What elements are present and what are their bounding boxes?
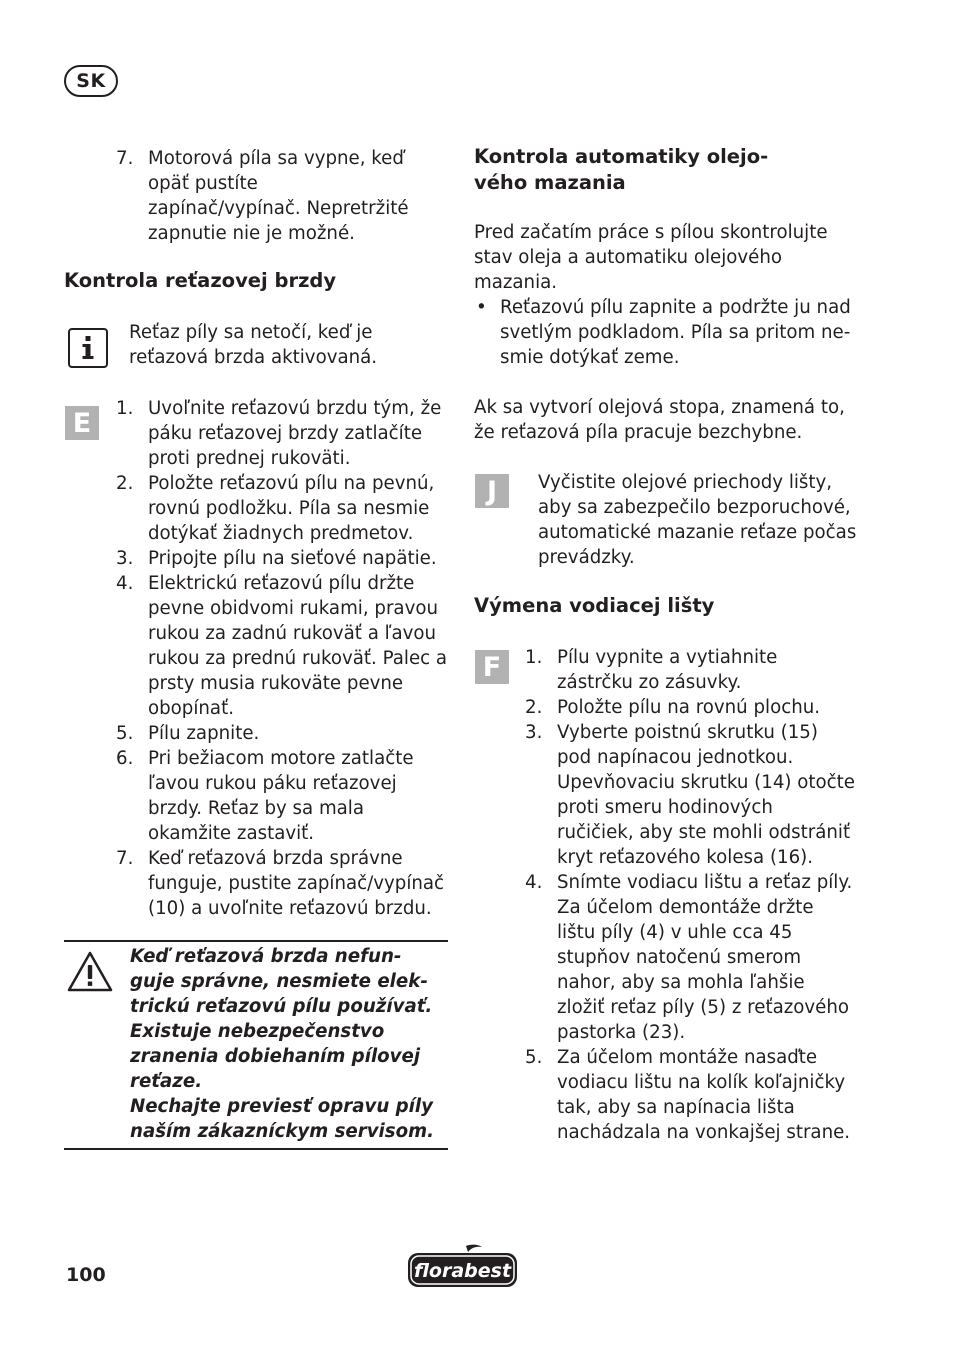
item-number: 5. [525,1047,543,1068]
title-line: vého mazania [474,171,626,194]
bullet-icon: • [476,297,487,318]
list-item [116,146,416,246]
list-item [116,746,452,846]
item-number: 4. [116,573,134,594]
item-text: Za účelom montáže nasaďte vodiacu lištu na kolík koľajničky tak, aby sa napínacia lišta nachádzala na vonkajšej strane. [557,1047,851,1143]
guide-bar-steps [525,645,855,1145]
info-note: Reťaz píly sa netočí, keď je reťazová brzda aktivovaná. [129,322,378,368]
warning-line: zranenia dobiehaním pílovej [130,1046,421,1067]
item-text: Pripojte pílu na sieťové napätie. [148,548,437,569]
warning-line: reťaze. [130,1071,203,1092]
item-number: 5. [116,723,134,744]
warning-icon [66,950,114,994]
item-text: Motorová píla sa vypne, keď opäť pustíte zapínač/vypínač. Nepretržité zapnutie nie je možné. [148,148,409,244]
figure-label-f: F [475,650,509,684]
item-text: Položte reťazovú pílu na pevnú, rovnú podložku. Píla sa nesmie dotýkať žiadnych predmetov. [148,473,435,544]
item-text: Pílu vypnite a vytiahnite zástrčku zo zásuvky. [557,647,778,693]
figure-label-j: J [475,474,509,508]
item-text: Snímte vodiacu lištu a reťaz píly. Za účelom demontáže držte lištu píly (4) v uhle cca 45 stupňov natočenú smerom nahor, aby sa mohla ľahšie zložiť reťaz píly (5) z reťazového pastorka (23). [557,872,853,1043]
list-item [525,720,855,870]
item-text: Položte pílu na rovnú plochu. [557,697,821,718]
bullet-item [474,295,854,370]
brand-name: florabest [413,1260,512,1282]
page-number: 100 [66,1264,106,1286]
list-item [525,695,855,720]
bullet-text: Reťazovú pílu zapnite a podržte ju nad svetlým podkladom. Píla sa pritom ne-smie dotýkať zeme. [500,297,851,368]
warning-line: Keď reťazová brzda nefun- [130,946,402,967]
item-number: 3. [525,722,543,743]
warning-line: Existuje nebezpečenstvo [130,1021,385,1042]
list-item [525,870,855,1045]
item-number: 7. [116,848,134,869]
warning-line: naším zákazníckym servisom. [130,1121,434,1142]
item-number: 3. [116,548,134,569]
list-item [116,846,452,921]
list-item [116,471,452,546]
item-text: Vyberte poistnú skrutku (15) pod napínacou jednotkou. Upevňovaciu skrutku (14) otočte proti smeru hodinových ručičiek, aby ste mohli odstrániť kryt reťazového kolesa (16). [557,722,855,868]
figure-label-e: E [65,406,99,440]
item-text: Keď reťazová brzda správne funguje, pustite zapínač/vypínač (10) a uvoľnite reťazovú brzdu. [148,848,445,919]
florabest-logo [406,1244,519,1290]
section-title-chain-brake: Kontrola reťazovej brzdy [64,269,337,292]
intro-list [116,146,416,246]
item-number: 6. [116,748,134,769]
note-j: Vyčistite olejové priechody lišty, aby sa zabezpečilo bezporuchové, automatické mazanie reťaze počas prevádzky. [538,472,857,568]
warning-line: trickú reťazovú pílu používať. [130,996,433,1017]
chain-brake-steps [116,396,452,921]
item-number: 1. [525,647,543,668]
info-icon [68,328,108,368]
list-item [116,396,452,471]
list-item [116,571,452,721]
item-number: 7. [116,148,134,169]
item-number: 2. [116,473,134,494]
oil-check-bullets [474,295,854,370]
warning-line: Nechajte previesť opravu píly [130,1096,433,1117]
item-text: Uvoľnite reťazovú brzdu tým, že páku reťazovej brzdy zatlačíte proti prednej rukoväti. [148,398,442,469]
list-item [525,645,855,695]
title-line: Kontrola automatiky olejo- [474,145,769,168]
oil-check-paragraph: Pred začatím práce s pílou skontrolujte stav oleja a automatiku olejového mazania. [474,222,828,293]
language-badge: SK [64,65,118,97]
list-item [116,721,452,746]
oil-result-paragraph: Ak sa vytvorí olejová stopa, znamená to, že reťazová píla pracuje bezchybne. [474,397,845,443]
item-text: Elektrickú reťazovú pílu držte pevne obidvomi rukami, pravou rukou za zadnú rukoväť a ľavou rukou za prednú rukoväť. Palec a prsty musia rukoväte pevne obopínať. [148,573,448,719]
list-item [116,546,452,571]
item-text: Pílu zapnite. [148,723,260,744]
warning-text [130,944,450,1144]
list-item [525,1045,855,1145]
section-title-guide-bar: Výmena vodiacej lišty [474,594,715,617]
item-number: 2. [525,697,543,718]
section-title-oil-lubrication [474,144,854,196]
warning-line: guje správne, nesmiete elek- [130,971,428,992]
item-text: Pri bežiacom motore zatlačte ľavou rukou páku reťazovej brzdy. Reťaz by sa mala okamžite zastaviť. [148,748,414,844]
item-number: 4. [525,872,543,893]
item-number: 1. [116,398,134,419]
